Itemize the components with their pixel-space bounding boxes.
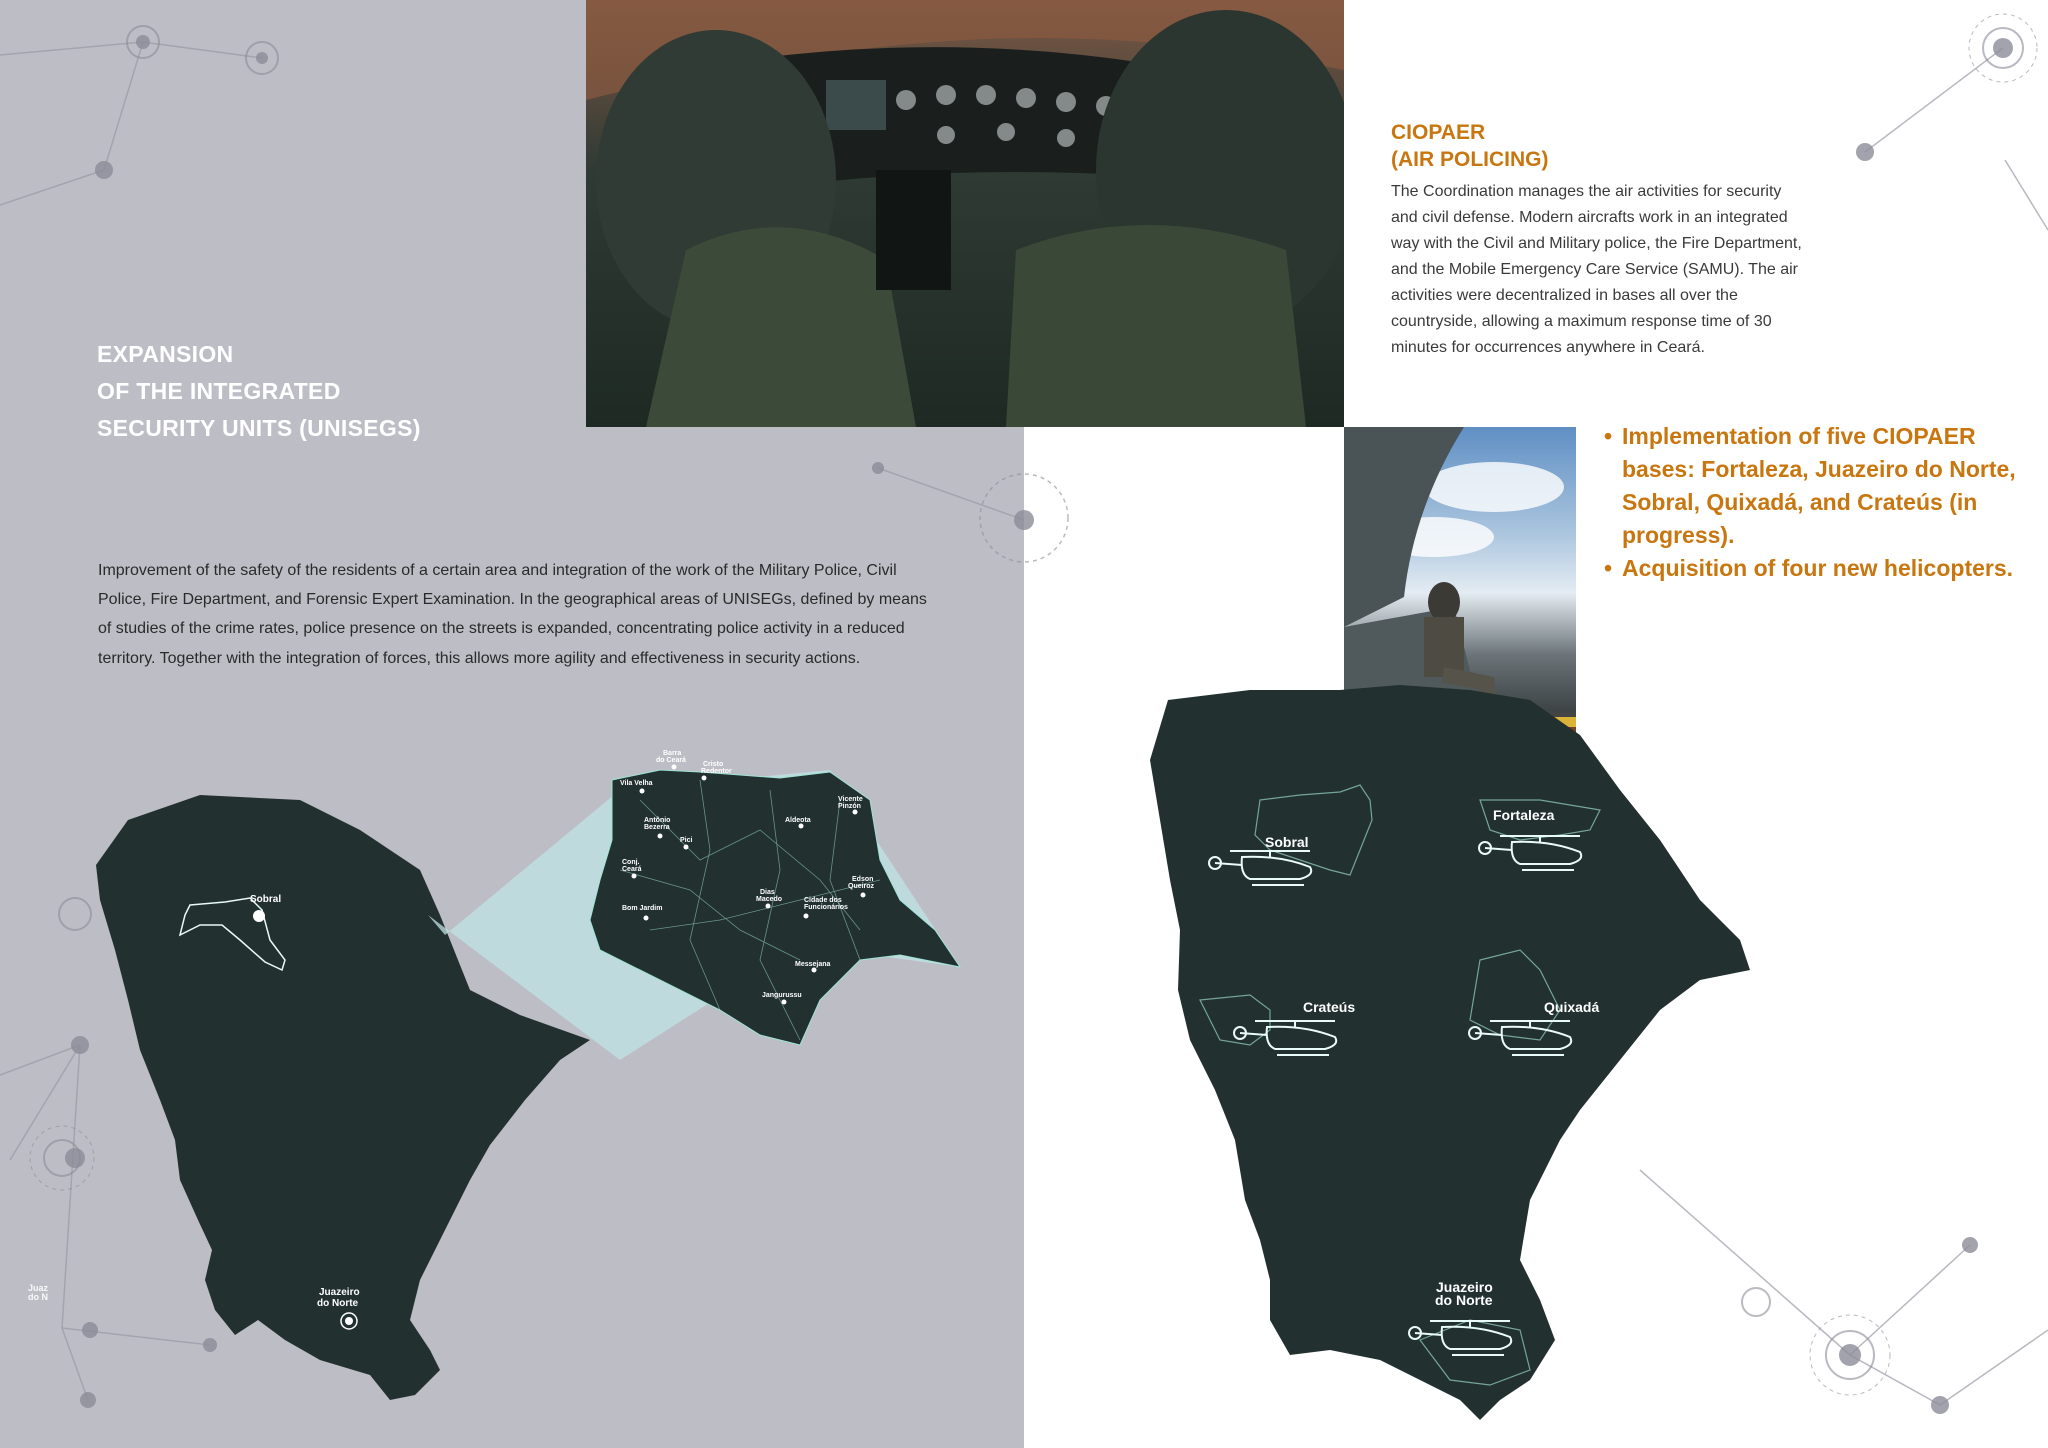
ciopaer-title-line-1: CIOPAER xyxy=(1391,121,1486,144)
base-label-juazeiro-2: do Norte xyxy=(1435,1292,1493,1308)
svg-text:Macedo: Macedo xyxy=(756,896,783,903)
svg-text:Aldeota: Aldeota xyxy=(785,817,811,824)
sobral-marker xyxy=(253,910,265,922)
svg-text:Bezerra: Bezerra xyxy=(644,824,670,831)
svg-text:Vila Velha: Vila Velha xyxy=(620,780,653,787)
svg-text:Messejana: Messejana xyxy=(795,961,831,968)
svg-text:Conj.: Conj. xyxy=(622,859,640,866)
svg-text:Edson: Edson xyxy=(852,876,874,883)
map-label-juazeiro-cut-1: Juaz xyxy=(28,1283,49,1293)
base-label-juazeiro-1: Juazeiro xyxy=(1436,1279,1493,1295)
ciopaer-title-line-2: (AIR POLICING) xyxy=(1391,148,1549,171)
unisegs-description: Improvement of the safety of the residents of a certain area and integration of the work of the Military Police, Civil Police, Fire Department, and Forensic Expert Examination. In the geographical areas of UNISEGs, defined by means of studies of the crime rates, police presence on the streets is expanded, concentrating police activity in a reduced territory. Together with the integration of forces, this allows more agility and effectiveness in security actions. xyxy=(98,562,927,667)
map-label-juazeiro-cut-2: do N xyxy=(28,1292,48,1302)
svg-text:Funcionários: Funcionários xyxy=(804,904,848,911)
svg-text:Jangurussu: Jangurussu xyxy=(762,992,802,999)
svg-text:Ceará: Ceará xyxy=(622,866,642,873)
map-label-juazeiro-2: do Norte xyxy=(317,1298,359,1309)
svg-text:Redentor: Redentor xyxy=(701,768,732,775)
neighborhood-barra xyxy=(656,750,686,770)
svg-text:do Ceará: do Ceará xyxy=(656,757,686,764)
ceara-state-map-right xyxy=(1150,685,1750,1420)
svg-text:Bom Jardim: Bom Jardim xyxy=(622,905,663,912)
svg-text:Barra: Barra xyxy=(663,750,682,757)
base-label-quixada: Quixadá xyxy=(1544,999,1600,1015)
highlight-bases: • Implementation of five CIOPAER bases: Fortaleza, Juazeiro do Norte, Sobral, Quixadá, and Crateús (in progress). xyxy=(1604,420,2034,552)
svg-text:Cristo: Cristo xyxy=(703,761,724,768)
svg-text:Queiroz: Queiroz xyxy=(848,883,875,890)
svg-text:Vicente: Vicente xyxy=(838,796,863,803)
unisegs-title-line-3: SECURITY UNITS (UNISEGS) xyxy=(97,415,421,441)
unisegs-title-line-2: OF THE INTEGRATED xyxy=(97,378,341,404)
svg-text:Pinzón: Pinzón xyxy=(838,803,861,810)
svg-text:Cidade dos: Cidade dos xyxy=(804,897,842,904)
svg-text:Dias: Dias xyxy=(760,889,775,896)
base-label-crateus: Crateús xyxy=(1303,999,1356,1015)
svg-text:Antônio: Antônio xyxy=(644,817,671,824)
unisegs-title-line-1: EXPANSION xyxy=(97,341,234,367)
base-label-sobral: Sobral xyxy=(1265,834,1309,850)
base-label-fortaleza: Fortaleza xyxy=(1493,807,1555,823)
ciopaer-description: The Coordination manages the air activities for security and civil defense. Modern aircrafts work in an integrated way with the Civil and Military police, the Fire Department, and the Mobile Emergency Care Service (SAMU). The air activities were decentralized in bases all over the countryside, allowing a maximum response time of 30 minutes for occurrences anywhere in Ceará. xyxy=(1391,183,1802,356)
svg-text:Pici: Pici xyxy=(680,837,693,844)
map-label-sobral: Sobral xyxy=(250,894,282,905)
map-label-juazeiro-1: Juazeiro xyxy=(319,1287,360,1298)
highlight-helicopters: • Acquisition of four new helicopters. xyxy=(1604,552,2034,585)
